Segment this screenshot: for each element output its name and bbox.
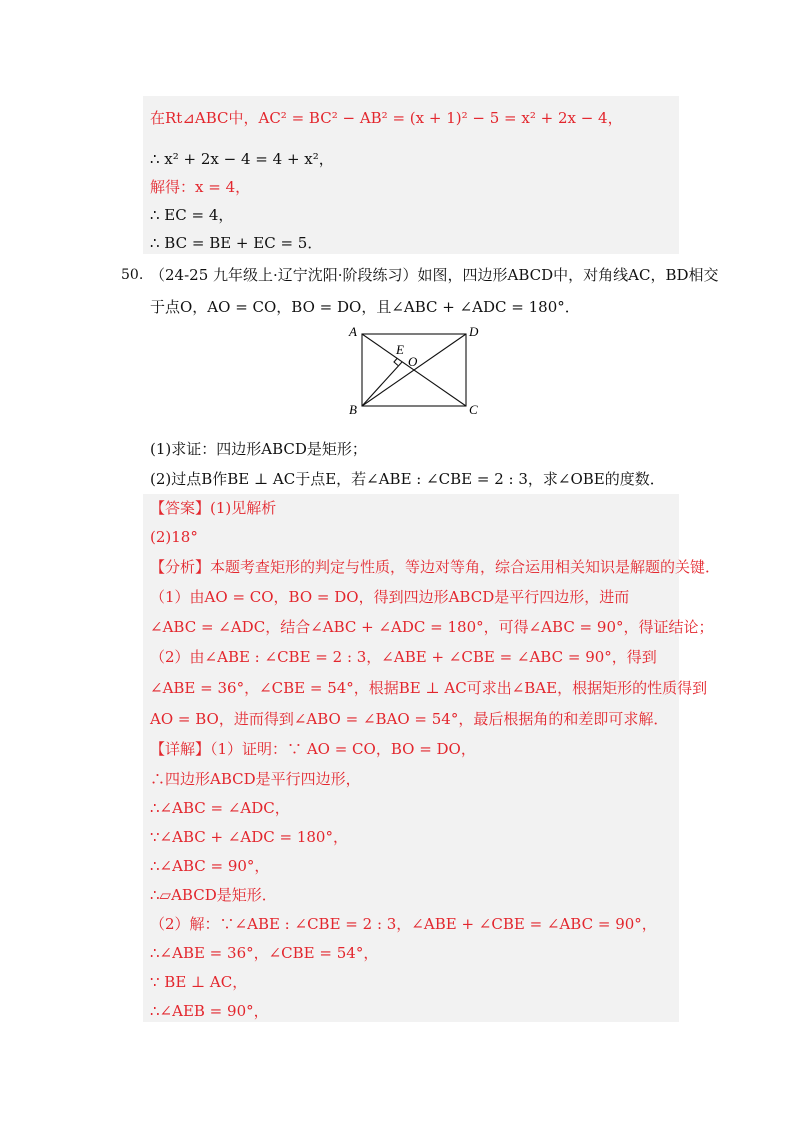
segment-be [362,362,402,406]
geometry-figure [342,322,488,420]
analysis-line: 【分析】本题考查矩形的判定与性质，等边对等角，综合运用相关知识是解题的关键． [150,558,721,576]
detail-line: ∴∠ABC = 90°， [150,857,270,875]
detail-line: ∵∠ABC + ∠ADC = 180°， [150,828,348,846]
detail-line: ∵ BE ⊥ AC， [150,973,248,991]
detail-line: （2）解：∵∠ABE : ∠CBE = 2 : 3，∠ABE + ∠CBE = ∠ABC = 90°， [150,915,657,933]
analysis-line: AO = BO，进而得到∠ABO = ∠BAO = 54°，最后根据角的和差即可求解． [150,710,669,728]
solution-line: 在Rt⊿ABC中，AC² = BC² − AB² = (x + 1)² − 5 = x² + 2x − 4， [150,109,623,127]
detail-line: 【详解】（1）证明：∵ AO = CO，BO = DO， [150,740,476,758]
solution-line: ∴ x² + 2x − 4 = 4 + x²， [150,150,334,168]
problem-statement: （24-25 九年级上·辽宁沈阳·阶段练习）如图，四边形ABCD中，对角线AC，BD相交 [150,266,719,284]
detail-line: ∴▱ABCD是矩形． [150,886,277,904]
right-angle-mark [394,359,398,366]
answer-line: (2)18° [150,528,198,546]
analysis-line: ∠ABC = ∠ADC，结合∠ABC + ∠ADC = 180°，可得∠ABC = 90°，得证结论； [150,618,714,636]
analysis-line: （2）由∠ABE : ∠CBE = 2 : 3，∠ABE + ∠CBE = ∠ABC = 90°，得到 [150,648,657,666]
label-e: E [396,342,404,357]
detail-line: ∴四边形ABCD是平行四边形， [150,770,361,788]
solution-line: ∴ EC = 4， [150,206,234,224]
detail-line: ∴∠ABC = ∠ADC， [150,799,290,817]
problem-number: 50. [121,267,144,283]
detail-line: ∴∠AEB = 90°， [150,1002,269,1020]
analysis-line: （1）由AO = CO，BO = DO，得到四边形ABCD是平行四边形，进而 [150,588,630,606]
label-b: B [349,402,357,417]
problem-statement: 于点O，AO = CO，BO = DO，且∠ABC + ∠ADC = 180°． [150,298,580,316]
label-d: D [469,324,479,339]
answer-line: 【答案】(1)见解析 [150,499,277,517]
question-1: (1)求证：四边形ABCD是矩形； [150,440,367,458]
solution-line: 解得：x = 4， [150,178,251,196]
analysis-line: ∠ABE = 36°，∠CBE = 54°，根据BE ⊥ AC可求出∠BAE，根据矩形的性质得到 [150,679,708,697]
solution-line: ∴ BC = BE + EC = 5． [150,234,323,252]
label-a: A [349,324,357,339]
detail-line: ∴∠ABE = 36°，∠CBE = 54°， [150,944,379,962]
label-o: O [408,354,418,369]
label-c: C [469,402,478,417]
question-2: (2)过点B作BE ⊥ AC于点E，若∠ABE : ∠CBE = 2 : 3，求∠OBE的度数． [150,470,665,488]
